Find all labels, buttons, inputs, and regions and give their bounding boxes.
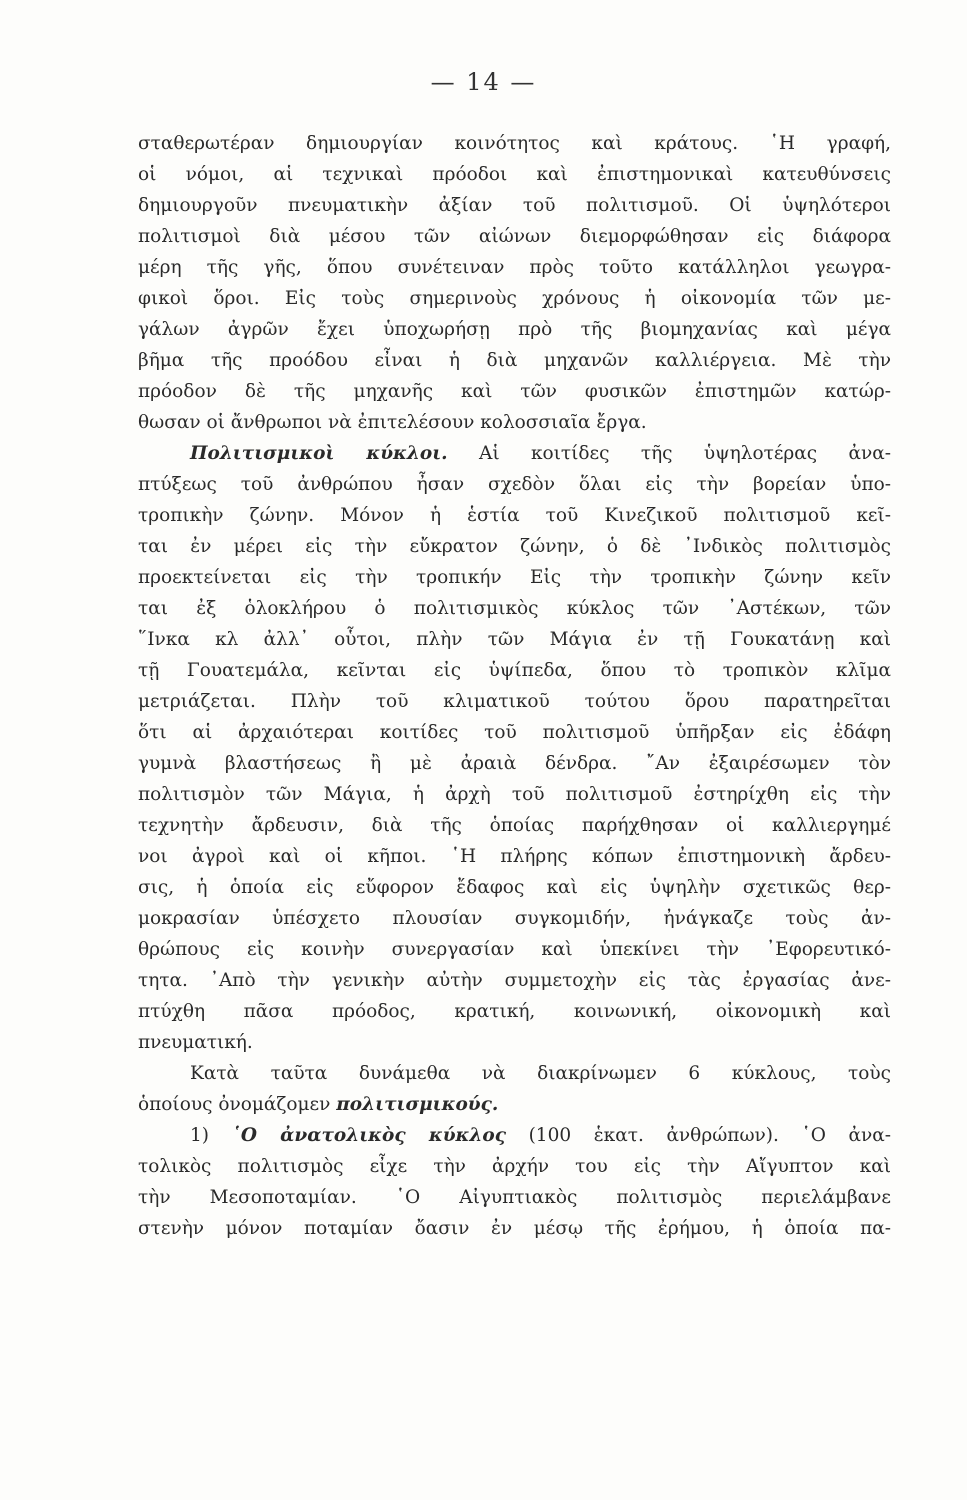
text-line: πολιτισμοὶ διὰ μέσου τῶν αἰώνων διεμορφώθησαν εἰς διάφορα <box>138 226 891 247</box>
section-heading-line <box>138 1120 891 1151</box>
text-line: βῆμα τῆς προόδου εἶναι ἡ διὰ μηχανῶν καλλιέργεια. Μὲ τὴν <box>138 350 891 371</box>
text-line: δημιουργοῦν πνευματικὴν ἀξίαν τοῦ πολιτισμοῦ. Οἱ ὑψηλότεροι <box>138 195 891 216</box>
emphasized-term: πολιτισμικούς. <box>336 1094 499 1115</box>
text-line: μετριάζεται. Πλὴν τοῦ κλιματικοῦ τούτου ὅρου παρατηρεῖται <box>138 691 891 712</box>
text-line: θρώπους εἰς κοινὴν συνεργασίαν καὶ ὑπεκίνει τὴν ᾿Εφορευτικό- <box>138 939 891 960</box>
paragraph-2 <box>138 438 891 1058</box>
text-line: πτύξεως τοῦ ἀνθρώπου ἦσαν σχεδὸν ὅλαι εἰς τὴν βορείαν ὑπο- <box>138 474 891 495</box>
text-line: πνευματική. <box>138 1032 253 1053</box>
body-text <box>138 128 891 1244</box>
text-line: τροπικὴν ζώνην. Μόνον ἡ ἑστία τοῦ Κινεζικοῦ πολιτισμοῦ κεῖ- <box>138 505 891 526</box>
paragraph-1 <box>138 128 891 438</box>
text-line: μοκρασίαν ὑπέσχετο πλουσίαν συγκομιδήν, ἠνάγκαζε τοὺς ἀν- <box>138 908 891 929</box>
text-line: πολιτισμὸν τῶν Μάγια, ἡ ἀρχὴ τοῦ πολιτισμοῦ ἐστηρίχθη εἰς τὴν <box>138 784 891 805</box>
page-number: — 14 — <box>430 68 537 96</box>
paragraph-4 <box>138 1120 891 1244</box>
section-heading: ῾Ο ἀνατολικὸς κύκλος <box>231 1125 506 1146</box>
text-segment: (100 ἑκατ. ἀνθρώπων). ῾Ο ἀνα- <box>528 1125 891 1146</box>
text-line: θωσαν οἱ ἄνθρωποι νὰ ἐπιτελέσουν κολοσσιαῖα ἔργα. <box>138 412 647 433</box>
text-line: τεχνητὴν ἄρδευσιν, διὰ τῆς ὁποίας παρήχθησαν οἱ καλλιεργημέ <box>138 815 891 836</box>
text-line: σις, ἡ ὁποία εἰς εὔφορον ἔδαφος καὶ εἰς ὑψηλὴν σχετικῶς θερ- <box>138 877 891 898</box>
text-segment: Αἱ κοιτίδες τῆς ὑψηλοτέρας ἀνα- <box>479 443 891 464</box>
text-line: ῞Ινκα κλ ἀλλ᾿ οὗτοι, πλὴν τῶν Μάγια ἐν τῇ Γουκατάνῃ καὶ <box>138 629 891 650</box>
text-line: τὴν Μεσοποταμίαν. ῾Ο Αἰγυπτιακὸς πολιτισμὸς περιελάμβανε <box>138 1187 891 1208</box>
text-line: Κατὰ ταῦτα δυνάμεθα νὰ διακρίνωμεν 6 κύκλους, τοὺς <box>190 1063 891 1084</box>
text-line: οἱ νόμοι, αἱ τεχνικαὶ πρόοδοι καὶ ἐπιστημονικαὶ κατευθύνσεις <box>138 164 891 185</box>
text-line: μέρη τῆς γῆς, ὅπου συνέτειναν πρὸς τοῦτο κατάλληλοι γεωγρα- <box>138 257 891 278</box>
text-line: νοι ἀγροὶ καὶ οἱ κῆποι. ῾Η πλήρης κόπων ἐπιστημονικὴ ἄρδευ- <box>138 846 891 867</box>
paragraph-3 <box>138 1058 891 1120</box>
item-number: 1) <box>190 1125 209 1146</box>
text-segment: ὁποίους ὀνομάζομεν <box>138 1094 331 1115</box>
text-line: τητα. ᾿Απὸ τὴν γενικὴν αὐτὴν συμμετοχὴν εἰς τὰς ἐργασίας ἀνε- <box>138 970 891 991</box>
text-line <box>138 1089 891 1120</box>
text-line: προεκτείνεται εἰς τὴν τροπικήν Εἰς τὴν τροπικὴν ζώνην κεῖν <box>138 567 891 588</box>
text-line: ται ἐξ ὁλοκλήρου ὁ πολιτισμικὸς κύκλος τῶν ᾿Αστέκων, τῶν <box>138 598 891 619</box>
text-line: τῇ Γουατεμάλα, κεῖνται εἰς ὑψίπεδα, ὅπου τὸ τροπικὸν κλῖμα <box>138 660 891 681</box>
text-line: γάλων ἀγρῶν ἔχει ὑποχωρήσῃ πρὸ τῆς βιομηχανίας καὶ μέγα <box>138 319 891 340</box>
text-line: πρόοδον δὲ τῆς μηχανῆς καὶ τῶν φυσικῶν ἐπιστημῶν κατώρ- <box>138 381 891 402</box>
section-heading: Πολιτισμικοὶ κύκλοι. <box>190 443 448 464</box>
text-line: γυμνὰ βλαστήσεως ἢ μὲ ἀραιὰ δένδρα. ῎Αν ἐξαιρέσωμεν τὸν <box>138 753 891 774</box>
section-heading-line <box>138 438 891 469</box>
text-line: πτύχθη πᾶσα πρόοδος, κρατική, κοινωνική, οἰκονομικὴ καὶ <box>138 1001 891 1022</box>
text-line: τολικὸς πολιτισμὸς εἶχε τὴν ἀρχήν του εἰς τὴν Αἴγυπτον καὶ <box>138 1156 891 1177</box>
text-line: σταθερωτέραν δημιουργίαν κοινότητος καὶ κράτους. ῾Η γραφή, <box>138 133 891 154</box>
text-line: φικοὶ ὅροι. Εἰς τοὺς σημερινοὺς χρόνους ἡ οἰκονομία τῶν με- <box>138 288 891 309</box>
text-line: ται ἐν μέρει εἰς τὴν εὔκρατον ζώνην, ὁ δὲ ᾿Ινδικὸς πολιτισμὸς <box>138 536 891 557</box>
text-line: στενὴν μόνον ποταμίαν ὄασιν ἐν μέσῳ τῆς ἐρήμου, ἡ ὁποία πα- <box>138 1218 891 1239</box>
text-line: ὅτι αἱ ἀρχαιότεραι κοιτίδες τοῦ πολιτισμοῦ ὑπῆρξαν εἰς ἐδάφη <box>138 722 891 743</box>
